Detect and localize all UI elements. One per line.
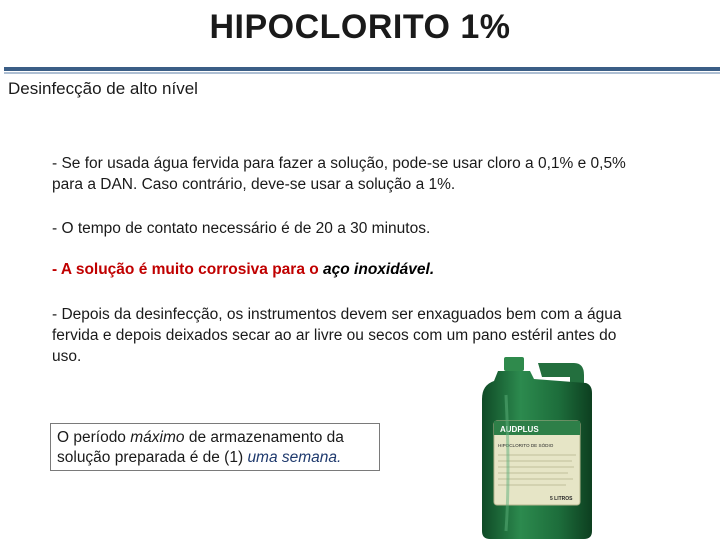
page-title: HIPOCLORITO 1% xyxy=(209,8,511,46)
jug-brand: AUDPLUS xyxy=(500,425,539,434)
paragraph-boiled-water: - Se for usada água fervida para fazer a solução, pode-se usar cloro a 0,1% e 0,5% para a DAN. Caso contrário, deve-se usar a solução a 1%. xyxy=(52,155,626,193)
warning-text: - A solução é muito corrosiva para o xyxy=(52,261,324,278)
jug-cap xyxy=(504,357,524,371)
warning-emphasis: aço inoxidável. xyxy=(323,261,435,278)
paragraph-corrosive-warning xyxy=(52,259,632,280)
storage-callout-box xyxy=(50,423,380,471)
paragraph-contact-time: - O tempo de contato necessário é de 20 a 30 minutos. xyxy=(52,220,431,237)
jug-label-text: HIPOCLORITO DE SÓDIO xyxy=(498,443,554,448)
jug-volume: 5 LITROS xyxy=(550,496,573,502)
callout-text-2: de armazenamento da solução preparada é de (1) xyxy=(57,429,344,466)
callout-emphasis-week: uma semana. xyxy=(247,449,342,466)
callout-emphasis-max: máximo xyxy=(130,429,185,446)
paragraph-rinse-instructions: - Depois da desinfecção, os instrumentos devem ser enxaguados bem com a água fervida e depois deixados secar ao ar livre ou secos com um pano estéril antes do uso. xyxy=(52,306,622,365)
title-divider-accent xyxy=(4,72,720,74)
callout-text-1: O período xyxy=(57,429,131,446)
hypochlorite-jug-image xyxy=(476,355,596,540)
section-subtitle: Desinfecção de alto nível xyxy=(8,79,198,98)
title-divider xyxy=(4,67,720,71)
